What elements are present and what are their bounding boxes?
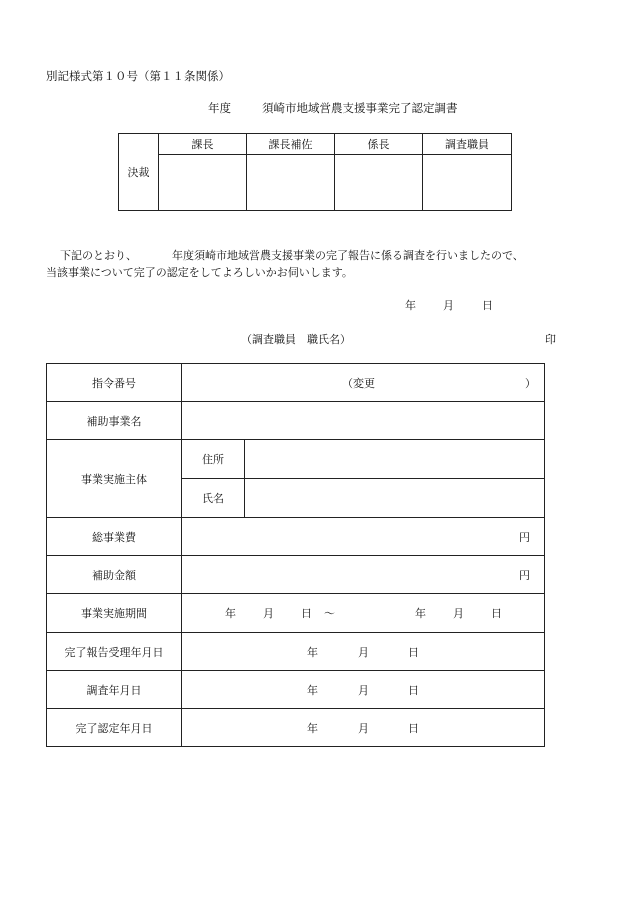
approval-header-inspector: 調査職員 xyxy=(423,134,512,155)
table-row-survey-date xyxy=(47,671,545,709)
form-number: 別記様式第１０号（第１１条関係） xyxy=(46,69,230,83)
approval-table xyxy=(118,133,512,211)
report-day: 日 xyxy=(408,645,419,659)
table-row-project-name xyxy=(47,402,545,440)
date-day: 日 xyxy=(482,299,493,312)
period-end-year: 年 xyxy=(415,607,426,620)
table-row-report-date xyxy=(47,633,545,671)
title-year-label: 年度 xyxy=(208,101,231,115)
approval-seal-subsection-chief[interactable] xyxy=(335,155,423,211)
project-name-cell[interactable] xyxy=(182,402,545,440)
report-month: 月 xyxy=(358,645,369,659)
approval-month: 月 xyxy=(358,721,369,735)
approval-day: 日 xyxy=(408,721,419,735)
table-row-address xyxy=(47,440,545,479)
approval-header-section-chief: 課長 xyxy=(159,134,247,155)
address-cell[interactable] xyxy=(245,440,545,479)
date-year: 年 xyxy=(405,299,416,312)
period-end-month: 月 xyxy=(453,607,464,620)
period-cell[interactable] xyxy=(182,594,545,633)
change-close-text: ） xyxy=(525,376,536,390)
survey-date-cell[interactable] xyxy=(182,671,545,709)
document-title: 須崎市地域営農支援事業完了認定調書 xyxy=(262,101,458,115)
body-text-line1-start: 下記のとおり、 xyxy=(60,249,137,262)
approval-date-label: 完了認定年月日 xyxy=(47,709,182,747)
date-month: 月 xyxy=(443,299,454,312)
directive-number-label: 指令番号 xyxy=(47,364,182,402)
subsidy-yen: 円 xyxy=(519,568,530,582)
approval-seal-inspector[interactable] xyxy=(423,155,512,211)
approval-seal-section-chief[interactable] xyxy=(159,155,247,211)
table-row-total-cost xyxy=(47,518,545,556)
body-text-line1-rest: 年度須崎市地域営農支援事業の完了報告に係る調査を行いましたので、 xyxy=(172,249,524,262)
survey-year: 年 xyxy=(307,683,318,697)
subsidy-amount-cell[interactable] xyxy=(182,556,545,594)
approval-seal-assistant-chief[interactable] xyxy=(247,155,335,211)
change-open-text: （変更 xyxy=(342,376,375,390)
implementer-label: 事業実施主体 xyxy=(47,440,182,518)
seal-mark: 印 xyxy=(545,333,556,346)
survey-month: 月 xyxy=(358,683,369,697)
table-row-approval-date xyxy=(47,709,545,747)
approval-header-subsection-chief: 係長 xyxy=(335,134,423,155)
directive-number-cell[interactable] xyxy=(182,364,545,402)
report-date-cell[interactable] xyxy=(182,633,545,671)
approval-date-cell[interactable] xyxy=(182,709,545,747)
survey-day: 日 xyxy=(408,683,419,697)
table-row-directive xyxy=(47,364,545,402)
body-text-line2: 当該事業について完了の認定をしてよろしいかお伺いします。 xyxy=(46,266,353,279)
project-name-label: 補助事業名 xyxy=(47,402,182,440)
subsidy-amount-label: 補助金額 xyxy=(47,556,182,594)
approval-year: 年 xyxy=(307,721,318,735)
period-start-day: 日 xyxy=(301,607,312,620)
total-cost-cell[interactable] xyxy=(182,518,545,556)
table-row-period xyxy=(47,594,545,633)
report-date-label: 完了報告受理年月日 xyxy=(47,633,182,671)
period-tilde: ～ xyxy=(324,607,335,620)
survey-date-label: 調査年月日 xyxy=(47,671,182,709)
name-label: 氏名 xyxy=(182,479,245,518)
period-start-month: 月 xyxy=(263,607,274,620)
period-start-year: 年 xyxy=(225,607,236,620)
approval-header-assistant-chief: 課長補佐 xyxy=(247,134,335,155)
total-cost-label: 総事業費 xyxy=(47,518,182,556)
period-end-day: 日 xyxy=(491,607,502,620)
name-cell[interactable] xyxy=(245,479,545,518)
period-label: 事業実施期間 xyxy=(47,594,182,633)
inspector-label: （調査職員 職氏名） xyxy=(241,333,351,346)
main-table xyxy=(46,363,545,747)
table-row-subsidy xyxy=(47,556,545,594)
approval-row-label: 決裁 xyxy=(119,134,159,211)
address-label: 住所 xyxy=(182,440,245,479)
total-cost-yen: 円 xyxy=(519,530,530,544)
report-year: 年 xyxy=(307,645,318,659)
